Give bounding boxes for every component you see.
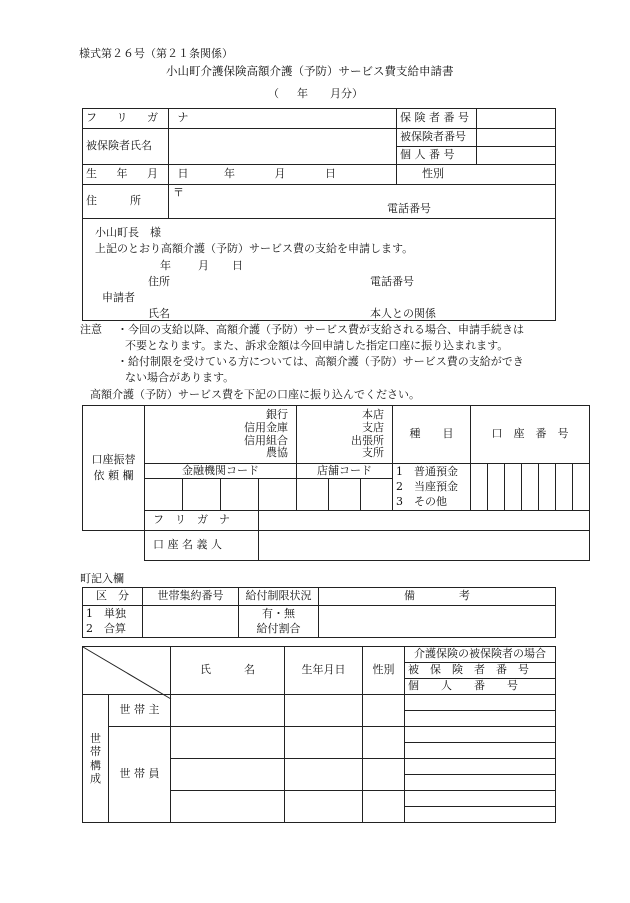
applicant-address-label: 住所 bbox=[148, 275, 170, 288]
application-statement: 上記のとおり高額介護（予防）サービス費の支給を申請します。 bbox=[95, 242, 414, 255]
member-name-field[interactable] bbox=[171, 727, 285, 759]
account-digit[interactable] bbox=[556, 464, 573, 511]
member-personal-no[interactable] bbox=[405, 743, 556, 759]
institution-code-label: 金融機関コード bbox=[145, 464, 297, 479]
furigana-field[interactable] bbox=[169, 109, 397, 129]
insurer-no-label: 保 険 者 番 号 bbox=[397, 109, 477, 129]
account-digit[interactable] bbox=[471, 464, 488, 511]
head-sex-field[interactable] bbox=[363, 695, 405, 727]
note-line-2: 不要となります。また、訴求金額は今回申請した指定口座に振り込まれます。 bbox=[125, 339, 509, 352]
address-label: 住 所 bbox=[83, 185, 169, 219]
personal-no-field[interactable] bbox=[477, 147, 556, 165]
household-head-label: 世 帯 主 bbox=[109, 695, 171, 727]
birth-field[interactable] bbox=[169, 165, 397, 185]
member-name-field[interactable] bbox=[171, 791, 285, 823]
household-insured-no-header: 被 保 険 者 番 号 bbox=[405, 663, 556, 679]
branch-code-digit[interactable] bbox=[361, 478, 393, 510]
insurer-no-field[interactable] bbox=[477, 109, 556, 129]
member-insured-no[interactable] bbox=[405, 759, 556, 775]
holder-furigana-field[interactable] bbox=[259, 510, 590, 530]
diagonal-header-cell bbox=[83, 647, 171, 695]
account-digit[interactable] bbox=[573, 464, 590, 511]
note-line-4: ない場合があります。 bbox=[125, 371, 235, 384]
town-table bbox=[82, 587, 556, 638]
household-name-header: 氏 名 bbox=[171, 647, 285, 695]
account-digit[interactable] bbox=[488, 464, 505, 511]
head-birth-field[interactable] bbox=[285, 695, 363, 727]
bank-table bbox=[82, 405, 590, 561]
applicant-relation-label: 本人との関係 bbox=[370, 307, 436, 320]
period-month: 月分） bbox=[330, 87, 363, 100]
insured-name-field[interactable] bbox=[169, 129, 397, 165]
application-day: 日 bbox=[232, 259, 243, 272]
application-year: 年 bbox=[160, 259, 171, 272]
address-field[interactable] bbox=[169, 185, 556, 219]
insured-no-label: 被保険者番号 bbox=[397, 129, 477, 147]
member-personal-no[interactable] bbox=[405, 807, 556, 823]
kyufu-field[interactable]: 有・無 給付割合 bbox=[239, 606, 319, 638]
household-member-label: 世 帯 員 bbox=[109, 727, 171, 823]
account-number-header: 口 座 番 号 bbox=[471, 406, 590, 464]
diagonal-line bbox=[83, 647, 171, 699]
kyufu-header: 給付制限状況 bbox=[239, 588, 319, 606]
furigana-label: フ リ ガ ナ bbox=[83, 109, 169, 129]
member-name-field[interactable] bbox=[171, 759, 285, 791]
insured-name-label: 被保険者氏名 bbox=[83, 129, 169, 165]
holder-field[interactable] bbox=[259, 530, 590, 560]
head-name-field[interactable] bbox=[171, 695, 285, 727]
account-digit[interactable] bbox=[505, 464, 522, 511]
member-insured-no[interactable] bbox=[405, 727, 556, 743]
member-sex-field[interactable] bbox=[363, 727, 405, 759]
bank-type-cell[interactable]: 銀行 信用金庫 信用組合 農協 bbox=[145, 406, 297, 464]
birth-month: 月 bbox=[274, 167, 286, 181]
applicant-label: 申請者 bbox=[102, 291, 135, 304]
birth-day: 日 bbox=[325, 167, 336, 181]
member-birth-field[interactable] bbox=[285, 759, 363, 791]
head-insured-no[interactable] bbox=[405, 695, 556, 711]
household-table bbox=[82, 646, 556, 823]
account-kind-header: 種 目 bbox=[393, 406, 471, 464]
branch-type-cell[interactable]: 本店 支店 出張所 支所 bbox=[297, 406, 393, 464]
town-section-heading: 町記入欄 bbox=[80, 572, 124, 585]
note-line-1: ・今回の支給以降、高額介護（予防）サービス費が支給される場合、申請手続きは bbox=[117, 323, 524, 336]
household-sex-header: 性別 bbox=[363, 647, 405, 695]
holder-label: 口 座 名 義 人 bbox=[145, 530, 259, 560]
application-month: 月 bbox=[198, 259, 209, 272]
sex-field[interactable] bbox=[397, 165, 556, 185]
institution-code-digit[interactable] bbox=[259, 478, 297, 510]
transfer-section-label: 口座振替 依 頼 欄 bbox=[83, 406, 145, 531]
member-sex-field[interactable] bbox=[363, 759, 405, 791]
biko-header: 備 考 bbox=[319, 588, 556, 606]
personal-no-label: 個 人 番 号 bbox=[397, 147, 477, 165]
member-sex-field[interactable] bbox=[363, 791, 405, 823]
transfer-instruction: 高額介護（予防）サービス費を下記の口座に振り込んでください。 bbox=[90, 388, 420, 401]
account-digit[interactable] bbox=[539, 464, 556, 511]
applicant-tel-label: 電話番号 bbox=[370, 275, 414, 288]
birth-year: 年 bbox=[224, 167, 235, 181]
applicant-name-label: 氏名 bbox=[148, 307, 170, 320]
member-birth-field[interactable] bbox=[285, 791, 363, 823]
birth-label: 生 年 月 日 bbox=[83, 165, 169, 185]
member-personal-no[interactable] bbox=[405, 775, 556, 791]
setai-field[interactable] bbox=[143, 606, 239, 638]
household-personal-no-header: 個 人 番 号 bbox=[405, 679, 556, 695]
address-tel-label: 電話番号 bbox=[387, 202, 431, 215]
addressee: 小山町長 様 bbox=[95, 226, 161, 239]
head-personal-no[interactable] bbox=[405, 711, 556, 727]
account-kind-options[interactable]: 1 普通預金 2 当座預金 3 その他 bbox=[393, 464, 471, 511]
member-insured-no[interactable] bbox=[405, 791, 556, 807]
form-title: 小山町介護保険高額介護（予防）サービス費支給申請書 bbox=[166, 64, 454, 78]
account-digit[interactable] bbox=[522, 464, 539, 511]
kubun-header: 区 分 bbox=[83, 588, 143, 606]
household-birth-header: 生年月日 bbox=[285, 647, 363, 695]
holder-furigana-label: フ リ ガ ナ bbox=[145, 510, 259, 530]
kubun-options[interactable]: 1 単独 2 合算 bbox=[83, 606, 143, 638]
institution-code-digit[interactable] bbox=[221, 478, 259, 510]
period-open: （ bbox=[268, 87, 279, 100]
institution-code-digit[interactable] bbox=[183, 478, 221, 510]
sex-label: 性別 bbox=[422, 167, 444, 181]
institution-code-digit[interactable] bbox=[145, 478, 183, 510]
household-side-label: 世帯構成 bbox=[83, 695, 109, 823]
branch-code-digit[interactable] bbox=[329, 478, 361, 510]
note-line-3: ・給付制限を受けている方については、高額介護（予防）サービス費の支給ができ bbox=[117, 355, 524, 368]
notes-label: 注意 bbox=[80, 323, 102, 336]
postal-mark: 〒 bbox=[173, 186, 184, 199]
form-number: 様式第２６号（第２１条関係） bbox=[79, 47, 233, 60]
insured-case-header: 介護保険の被保険者の場合 bbox=[405, 647, 556, 663]
member-birth-field[interactable] bbox=[285, 727, 363, 759]
biko-field[interactable] bbox=[319, 606, 556, 638]
insured-no-field[interactable] bbox=[477, 129, 556, 147]
branch-code-label: 店舗コード bbox=[297, 464, 393, 479]
insured-table bbox=[82, 108, 556, 219]
period-year: 年 bbox=[297, 87, 308, 100]
branch-code-digit[interactable] bbox=[297, 478, 329, 510]
setai-header: 世帯集約番号 bbox=[143, 588, 239, 606]
